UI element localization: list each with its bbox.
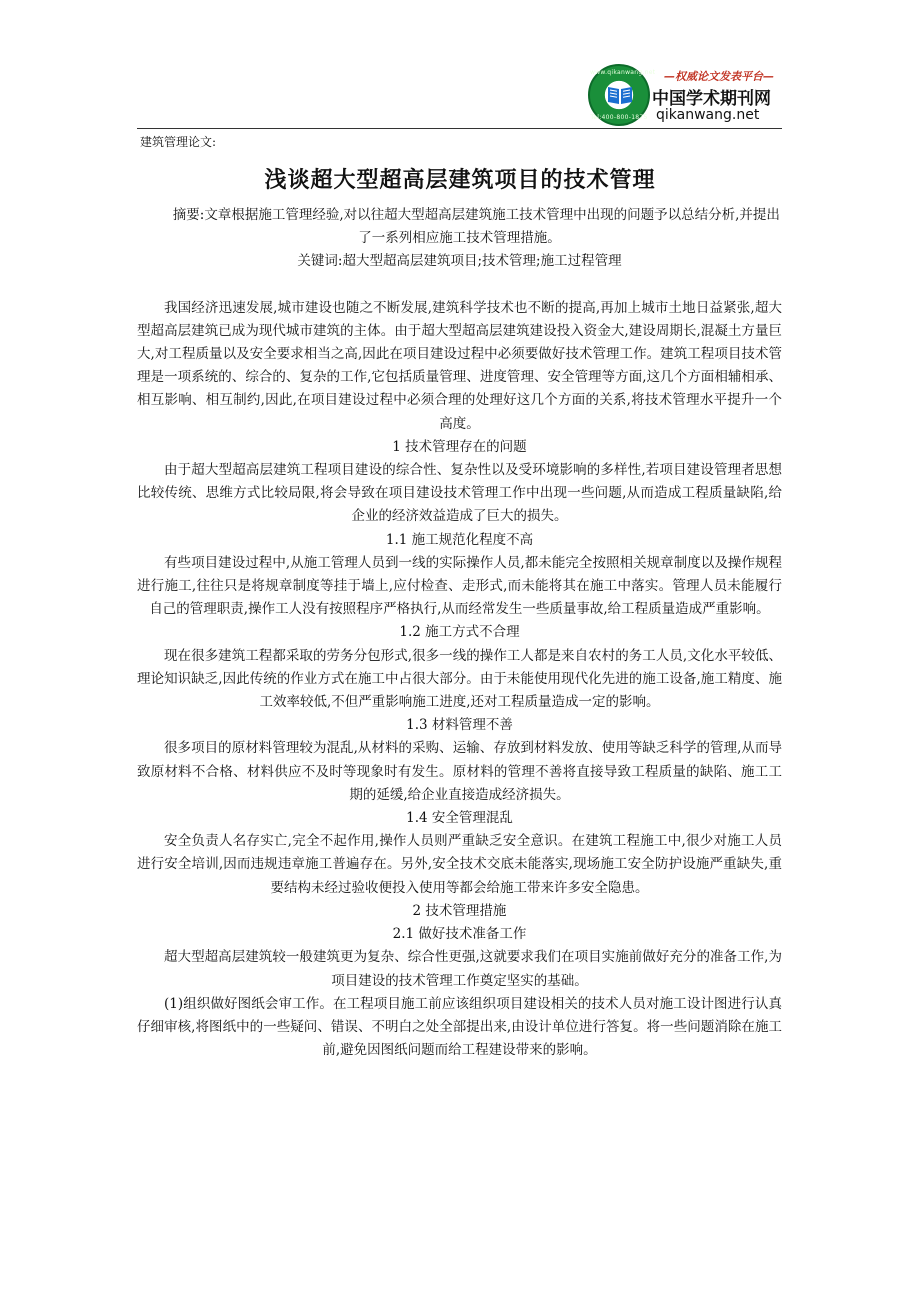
logo-ring-text-top: www.qikanwang.net	[590, 69, 656, 76]
publisher-logo	[588, 64, 788, 128]
paragraph: 安全负责人名存实亡,完全不起作用,操作人员则严重缺乏安全意识。在建筑工程施工中,很少对施工人员进行安全培训,因而违规违章施工普遍存在。另外,安全技术交底未能落实,现场施工安全防护设施严重缺失,重要结构未经过验收便投入使用等都会给施工带来许多安全隐患。	[137, 833, 782, 896]
paragraph: 我国经济迅速发展,城市建设也随之不断发展,建筑科学技术也不断的提高,再加上城市土地日益紧张,超大型超高层建筑已成为现代城市建筑的主体。由于超大型超高层建筑建设投入资金大,建设周期长,混凝土方量巨大,对工程质量以及安全要求相当之高,因此在项目建设过程中必须要做好技术管理工作。建筑工程项目技术管理是一项系统的、综合的、复杂的工作,它包括质量管理、进度管理、安全管理等方面,这几个方面相辅相承、相互影响、相互制约,因此,在项目建设过程中必须合理的处理好这几个方面的关系,将技术管理水平提升一个高度。	[137, 299, 782, 432]
section-label: 建筑管理论文:	[140, 135, 217, 149]
header-divider	[137, 128, 782, 129]
section-heading: 1.1 施工规范化程度不高	[385, 531, 534, 548]
spacer	[137, 274, 782, 297]
open-book-icon	[607, 84, 633, 106]
paragraph: 有些项目建设过程中,从施工管理人员到一线的实际操作人员,都未能完全按照相关规章制度以及操作规程进行施工,往往只是将规章制度等挂于墙上,应付检查、走形式,而未能将其在施工中落实。管理人员未能履行自己的管理职责,操作工人没有按照程序严格执行,从而经常发生一些质量事故,给工程质量造成严重影响。	[137, 554, 782, 618]
section-heading: 2.1 做好技术准备工作	[392, 926, 527, 943]
paragraph: (1)组织做好图纸会审工作。在工程项目施工前应该组织项目建设相关的技术人员对施工设计图进行认真仔细审核,将图纸中的一些疑问、错误、不明白之处全部提出来,由设计单位进行答复。将一些问题消除在施工前,避免因图纸问题而给工程建设带来的影响。	[137, 995, 782, 1059]
section-heading: 2 技术管理措施	[412, 902, 507, 919]
abstract: 摘要:文章根据施工管理经验,对以往超大型超高层建筑施工技术管理中出现的问题予以总结分析,并提出了一系列相应施工技术管理措施。	[172, 207, 780, 247]
section-heading: 1 技术管理存在的问题	[392, 438, 527, 455]
logo-brand-name: 中国学术期刊网	[652, 89, 771, 109]
logo-site-url: qikanwang.net	[656, 107, 760, 123]
article-title: 浅谈超大型超高层建筑项目的技术管理	[264, 168, 656, 193]
section-heading: 1.4 安全管理混乱	[406, 810, 513, 827]
paragraph: 由于超大型超高层建筑工程项目建设的综合性、复杂性以及受环境影响的多样性,若项目建设管理者思想比较传统、思维方式比较局限,将会导致在项目建设技术管理工作中出现一些问题,从而造成工程质量缺陷,给企业的经济效益造成了巨大的损失。	[137, 462, 782, 525]
section-heading: 1.2 施工方式不合理	[399, 624, 520, 641]
section-heading: 1.3 材料管理不善	[406, 717, 513, 734]
keywords: 关键词:超大型超高层建筑项目;技术管理;施工过程管理	[297, 253, 622, 270]
paragraph: 现在很多建筑工程都采取的劳务分包形式,很多一线的操作工人都是来自农村的务工人员,文化水平较低、理论知识缺乏,因此传统的作业方式在施工中占很大部分。由于未能使用现代化先进的施工设备,施工精度、施工效率较低,不但严重影响施工进度,还对工程质量造成一定的影响。	[137, 647, 782, 711]
article-body	[137, 204, 782, 1062]
paragraph: 很多项目的原材料管理较为混乱,从材料的采购、运输、存放到材料发放、使用等缺乏科学的管理,从而导致原材料不合格、材料供应不及时等现象时有发生。原材料的管理不善将直接导致工程质量的缺陷、施工工期的延缓,给企业直接造成经济损失。	[137, 740, 782, 803]
logo-slogan: —权威论文发表平台—	[664, 70, 774, 83]
logo-ring-text-bottom: Tel:400-800-1875	[590, 114, 648, 121]
logo-emblem	[588, 64, 656, 126]
paragraph: 超大型超高层建筑较一般建筑更为复杂、综合性更强,这就要求我们在项目实施前做好充分的准备工作,为项目建设的技术管理工作奠定坚实的基础。	[164, 949, 782, 989]
